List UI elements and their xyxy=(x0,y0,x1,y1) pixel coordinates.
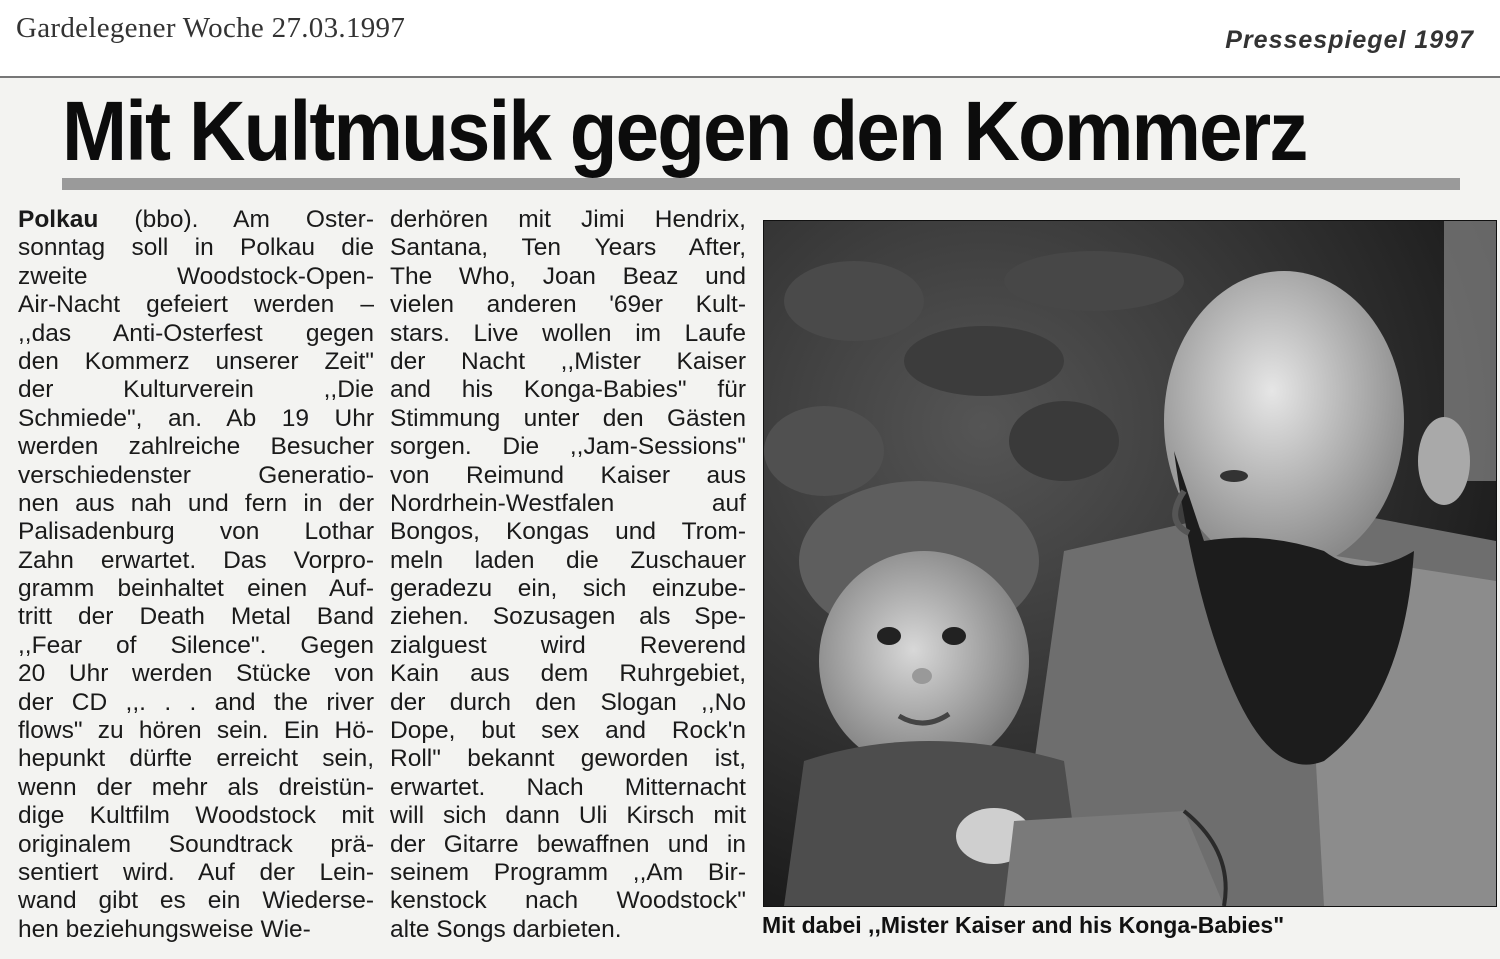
article-line xyxy=(18,745,374,773)
article-line xyxy=(390,291,746,319)
line-text: Santana, Ten Years After, xyxy=(390,234,746,262)
article-line xyxy=(390,575,746,603)
article-line xyxy=(18,802,374,830)
line-text: Schmiede", an. Ab 19 Uhr xyxy=(18,404,374,432)
line-text: werden zahlreiche Besucher xyxy=(18,433,374,461)
article-line xyxy=(390,234,746,262)
line-text: (bbo). Am Oster- xyxy=(98,206,374,233)
line-text: nen aus nah und fern in der xyxy=(18,489,374,517)
article-line xyxy=(390,518,746,546)
line-text: Bongos, Kongas und Trom- xyxy=(390,518,746,546)
article-line xyxy=(18,376,374,404)
article-line xyxy=(18,660,374,688)
article-line xyxy=(390,263,746,291)
line-text: and his Konga-Babies" für xyxy=(390,376,746,404)
article-line xyxy=(18,405,374,433)
newspaper-source-label: Gardelegener Woche 27.03.1997 xyxy=(16,12,406,44)
article-line xyxy=(390,859,746,887)
article-line xyxy=(18,717,374,745)
article-line xyxy=(18,433,374,461)
article-line xyxy=(18,887,374,915)
line-text: Kain aus dem Ruhrgebiet, xyxy=(390,660,746,688)
article-line xyxy=(18,348,374,376)
article-line xyxy=(18,518,374,546)
article-line xyxy=(18,547,374,575)
article-line xyxy=(18,632,374,660)
article-line xyxy=(18,263,374,291)
article-line xyxy=(390,831,746,859)
article-line xyxy=(390,660,746,688)
line-text: kenstock nach Woodstock" xyxy=(390,887,746,915)
line-text: der Gitarre bewaffnen und in xyxy=(390,830,746,858)
article-line xyxy=(390,916,746,944)
line-text: der CD ,,. . . and the river xyxy=(18,688,374,716)
photo-man-with-baby xyxy=(764,221,1496,906)
line-text: wenn der mehr als dreistün- xyxy=(18,773,374,801)
line-text: seinem Programm ,,Am Bir- xyxy=(390,858,746,886)
clipping-top-edge xyxy=(0,76,1500,78)
article-line xyxy=(18,603,374,631)
article-line xyxy=(18,575,374,603)
line-text: zialguest wird Reverend xyxy=(390,631,746,659)
line-text: ,,Fear of Silence". Gegen xyxy=(18,631,374,659)
line-text: 20 Uhr werden Stücke von xyxy=(18,660,374,688)
headline-underline-bar xyxy=(62,178,1460,190)
line-text: wand gibt es ein Wiederse- xyxy=(18,887,374,915)
article-line xyxy=(18,916,374,944)
article-line xyxy=(390,320,746,348)
line-text: Air-Nacht gefeiert werden – xyxy=(18,291,374,319)
line-text: derhören mit Jimi Hendrix, xyxy=(390,206,746,233)
line-text: flows" zu hören sein. Ein Hö- xyxy=(18,717,374,745)
article-line xyxy=(18,234,374,262)
line-text: will sich dann Uli Kirsch mit xyxy=(390,802,746,830)
line-text: von Reimund Kaiser aus xyxy=(390,461,746,489)
article-line xyxy=(18,774,374,802)
article-line xyxy=(18,291,374,319)
line-text: der Kulturverein ,,Die xyxy=(18,376,374,404)
article-line xyxy=(390,433,746,461)
line-text: Nordrhein-Westfalen auf xyxy=(390,489,746,517)
line-text: geradezu ein, sich einzube- xyxy=(390,575,746,603)
article-line xyxy=(18,831,374,859)
article-line xyxy=(390,689,746,717)
line-text: The Who, Joan Beaz und xyxy=(390,262,746,290)
photo-caption: Mit dabei ,,Mister Kaiser and his Konga-Babies" xyxy=(762,912,1285,938)
article-line xyxy=(390,745,746,773)
line-text: verschiedenster Generatio- xyxy=(18,461,374,489)
line-text: Zahn erwartet. Das Vorpro- xyxy=(18,546,374,574)
article-line xyxy=(390,405,746,433)
line-text: Roll" bekannt geworden ist, xyxy=(390,745,746,773)
article-line xyxy=(390,887,746,915)
article-photo xyxy=(763,220,1497,907)
article-line xyxy=(390,774,746,802)
line-text: hepunkt dürfte erreicht sein, xyxy=(18,745,374,773)
line-text: zweite Woodstock-Open- xyxy=(18,262,374,290)
line-text: sonntag soll in Polkau die xyxy=(18,234,374,262)
line-text: den Kommerz unserer Zeit" xyxy=(18,347,374,375)
article-line xyxy=(18,689,374,717)
article-column-2 xyxy=(390,206,746,944)
line-text: dige Kultfilm Woodstock mit xyxy=(18,802,374,830)
article-line xyxy=(390,376,746,404)
press-archive-label: Pressespiegel 1997 xyxy=(1225,26,1474,54)
line-text: hen beziehungsweise Wie- xyxy=(18,915,311,943)
line-text: vielen anderen '69er Kult- xyxy=(390,291,746,319)
line-text: gramm beinhaltet einen Auf- xyxy=(18,575,374,603)
line-text: originalem Soundtrack prä- xyxy=(18,830,374,858)
dateline-bold: Polkau xyxy=(18,206,99,233)
article-line xyxy=(390,490,746,518)
line-text: der durch den Slogan ,,No xyxy=(390,688,746,716)
article-line xyxy=(18,206,374,234)
article-line xyxy=(390,547,746,575)
article-line xyxy=(390,632,746,660)
article-column-1 xyxy=(18,206,374,944)
line-text: alte Songs darbieten. xyxy=(390,915,622,943)
article-line xyxy=(18,462,374,490)
article-line xyxy=(18,859,374,887)
article-line xyxy=(390,348,746,376)
line-text: tritt der Death Metal Band xyxy=(18,603,374,631)
line-text: Palisadenburg von Lothar xyxy=(18,518,374,546)
article-headline: Mit Kultmusik gegen den Kommerz xyxy=(62,84,1307,178)
line-text: meln laden die Zuschauer xyxy=(390,546,746,574)
line-text: Stimmung unter den Gästen xyxy=(390,404,746,432)
line-text: sentiert wird. Auf der Lein- xyxy=(18,858,374,886)
article-line xyxy=(390,462,746,490)
article-line xyxy=(18,490,374,518)
article-line xyxy=(390,717,746,745)
article-line xyxy=(18,320,374,348)
line-text: ,,das Anti-Osterfest gegen xyxy=(18,319,374,347)
article-line xyxy=(390,206,746,234)
line-text: stars. Live wollen im Laufe xyxy=(390,319,746,347)
line-text: ziehen. Sozusagen als Spe- xyxy=(390,603,746,631)
line-text: Dope, but sex and Rock'n xyxy=(390,717,746,745)
line-text: der Nacht ,,Mister Kaiser xyxy=(390,347,746,375)
line-text: erwartet. Nach Mitternacht xyxy=(390,773,746,801)
article-line xyxy=(390,802,746,830)
article-line xyxy=(390,603,746,631)
line-text: sorgen. Die ,,Jam-Sessions" xyxy=(390,433,746,461)
